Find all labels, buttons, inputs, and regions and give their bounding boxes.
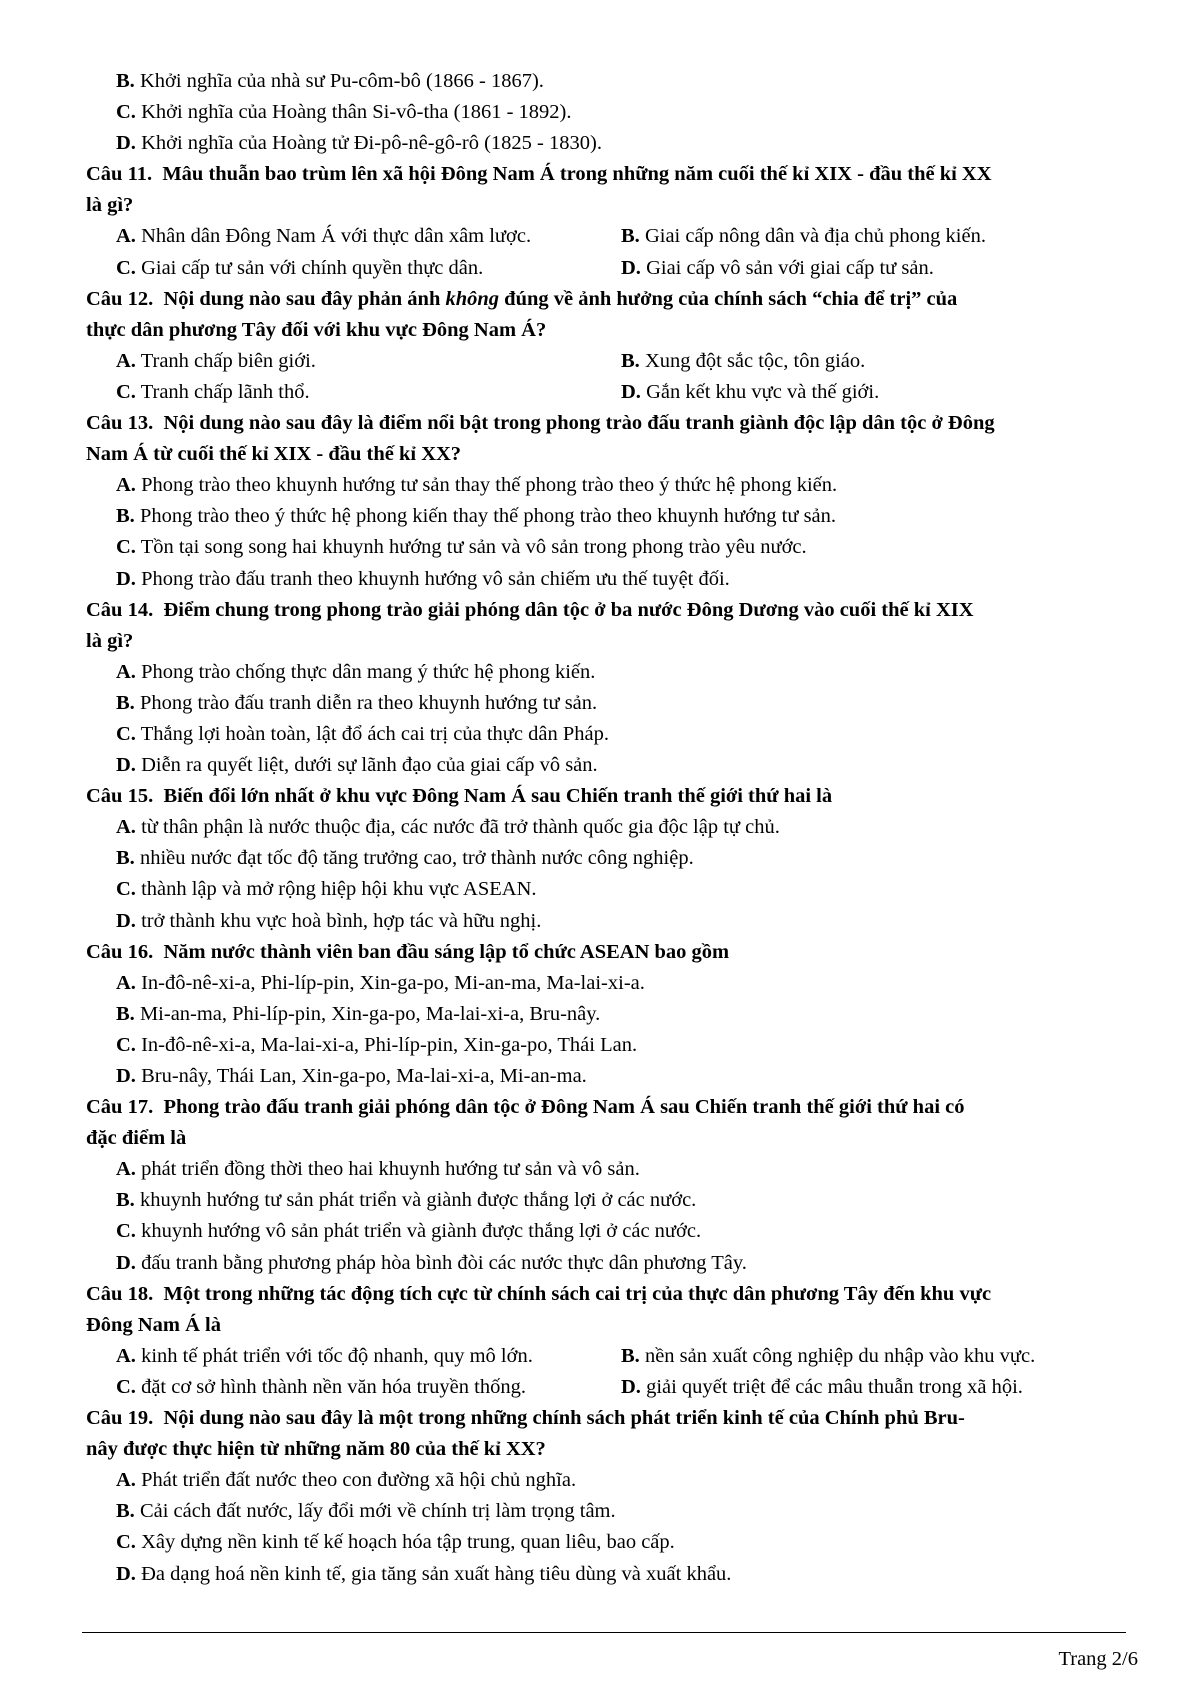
option-text: Xây dựng nền kinh tế kế hoạch hóa tập trung, quan liêu, bao cấp. xyxy=(141,1531,675,1554)
option-row xyxy=(86,1341,1126,1372)
answer-option xyxy=(86,812,1126,843)
answer-option xyxy=(86,657,1126,688)
option-text: nền sản xuất công nghiệp du nhập vào khu vực. xyxy=(644,1344,1036,1367)
question-number: Câu 16. xyxy=(86,940,154,963)
question-stem xyxy=(86,439,1126,470)
answer-option xyxy=(86,501,1126,532)
answer-option xyxy=(86,128,1126,159)
option-letter: C. xyxy=(116,722,136,745)
option-text: Phong trào đấu tranh diễn ra theo khuynh hướng tư sản. xyxy=(139,691,598,714)
option-text: Thắng lợi hoàn toàn, lật đổ ách cai trị của thực dân Pháp. xyxy=(140,722,609,745)
option-letter: A. xyxy=(116,349,136,372)
option-letter: C. xyxy=(116,536,136,559)
question-text: Phong trào đấu tranh giải phóng dân tộc ở Đông Nam Á sau Chiến tranh thế giới thứ hai có xyxy=(163,1096,965,1119)
question-block xyxy=(86,781,1126,936)
option-text: phát triển đồng thời theo hai khuynh hướng tư sản và vô sản. xyxy=(141,1158,640,1181)
answer-option xyxy=(621,346,1126,377)
option-text: Phong trào đấu tranh theo khuynh hướng vô sản chiếm ưu thế tuyệt đối. xyxy=(141,567,730,590)
answer-option xyxy=(621,377,1126,408)
question-block xyxy=(86,937,1126,1092)
option-text: Khởi nghĩa của nhà sư Pu-côm-bô (1866 - 1867). xyxy=(139,70,544,92)
question-stem xyxy=(86,1434,1126,1465)
answer-option xyxy=(86,253,621,284)
option-text: In-đô-nê-xi-a, Ma-lai-xi-a, Phi-líp-pin, Xin-ga-po, Thái Lan. xyxy=(141,1033,638,1056)
option-letter: A. xyxy=(116,1469,136,1492)
option-letter: C. xyxy=(116,101,136,124)
answer-option xyxy=(86,999,1126,1030)
question-number: Câu 13. xyxy=(86,412,154,435)
option-letter: B. xyxy=(621,1344,640,1367)
option-text: Tranh chấp lãnh thổ. xyxy=(140,380,310,403)
question-stem xyxy=(86,315,1126,346)
option-text: Bru-nây, Thái Lan, Xin-ga-po, Ma-lai-xi-a, Mi-an-ma. xyxy=(141,1065,587,1087)
question-block xyxy=(86,1279,1126,1403)
answer-option xyxy=(86,1030,1126,1061)
option-letter: C. xyxy=(116,878,136,901)
answer-option xyxy=(86,968,1126,999)
question-stem xyxy=(86,937,1126,968)
option-text: từ thân phận là nước thuộc địa, các nước đã trở thành quốc gia độc lập tự chủ. xyxy=(141,816,780,839)
question-block xyxy=(86,408,1126,595)
option-text: Tồn tại song song hai khuynh hướng tư sản và vô sản trong phong trào yêu nước. xyxy=(140,536,807,559)
question-stem xyxy=(86,595,1126,626)
question-text: Đông Nam Á là xyxy=(86,1313,221,1336)
option-letter: B. xyxy=(621,349,640,372)
option-letter: C. xyxy=(116,1220,136,1243)
option-row xyxy=(86,377,1126,408)
option-letter: C. xyxy=(116,1033,136,1056)
question-stem xyxy=(86,1092,1126,1123)
option-letter: A. xyxy=(116,660,136,683)
answer-option xyxy=(86,97,1126,128)
option-letter: B. xyxy=(116,691,135,714)
option-letter: B. xyxy=(116,1189,135,1212)
option-text: khuynh hướng vô sản phát triển và giành được thắng lợi ở các nước. xyxy=(141,1220,702,1243)
option-letter: B. xyxy=(116,847,135,870)
question-text: Năm nước thành viên ban đầu sáng lập tổ chức ASEAN bao gồm xyxy=(163,940,730,963)
option-row xyxy=(86,221,1126,252)
option-letter: C. xyxy=(116,1375,136,1398)
option-text: Giai cấp nông dân và địa chủ phong kiến. xyxy=(644,225,986,248)
question-text: là gì? xyxy=(86,629,134,652)
option-text: khuynh hướng tư sản phát triển và giành được thắng lợi ở các nước. xyxy=(139,1189,697,1212)
question-text: nây được thực hiện từ những năm 80 của thế kỉ XX? xyxy=(86,1438,546,1461)
option-letter: B. xyxy=(116,505,135,528)
answer-option xyxy=(86,1465,1126,1496)
question-number: Câu 11. xyxy=(86,163,153,186)
answer-option xyxy=(86,1248,1126,1279)
answer-option xyxy=(86,719,1126,750)
question-text: đặc điểm là xyxy=(86,1127,187,1150)
exam-content xyxy=(86,66,1126,1590)
answer-option xyxy=(86,906,1126,937)
question-text: là gì? xyxy=(86,194,134,217)
option-letter: C. xyxy=(116,1531,136,1554)
question-stem xyxy=(86,284,1126,315)
question-number: Câu 19. xyxy=(86,1407,154,1430)
answer-option xyxy=(86,1559,1126,1590)
option-text: In-đô-nê-xi-a, Phi-líp-pin, Xin-ga-po, Mi-an-ma, Ma-lai-xi-a. xyxy=(141,971,645,994)
question-block xyxy=(86,284,1126,408)
option-letter: B. xyxy=(116,1500,135,1523)
option-text: Gắn kết khu vực và thế giới. xyxy=(646,380,880,403)
option-letter: A. xyxy=(116,225,136,248)
question-number: Câu 17. xyxy=(86,1096,154,1119)
option-text: đặt cơ sở hình thành nền văn hóa truyền thống. xyxy=(141,1375,526,1398)
option-text: Phong trào chống thực dân mang ý thức hệ phong kiến. xyxy=(141,660,596,683)
option-letter: D. xyxy=(116,1562,136,1585)
option-text: Tranh chấp biên giới. xyxy=(140,349,316,372)
option-text: Phong trào theo khuynh hướng tư sản thay thế phong trào theo ý thức hệ phong kiến. xyxy=(141,474,838,497)
question-text: Nội dung nào sau đây là điểm nổi bật trong phong trào đấu tranh giành độc lập dân tộc ở Đông xyxy=(163,412,995,435)
answer-option xyxy=(86,1154,1126,1185)
option-text: trở thành khu vực hoà bình, hợp tác và hữu nghị. xyxy=(141,909,542,932)
option-text: nhiều nước đạt tốc độ tăng trưởng cao, trở thành nước công nghiệp. xyxy=(139,847,694,870)
option-row xyxy=(86,346,1126,377)
question-text: Mâu thuẫn bao trùm lên xã hội Đông Nam Á trong những năm cuối thế kỉ XIX - đầu thế kỉ XX xyxy=(162,163,992,186)
option-text: Phát triển đất nước theo con đường xã hội chủ nghĩa. xyxy=(141,1469,577,1492)
option-letter: D. xyxy=(621,380,641,403)
page-number: Trang 2/6 xyxy=(1058,1648,1138,1670)
option-text: Khởi nghĩa của Hoàng thân Si-vô-tha (1861 - 1892). xyxy=(141,101,572,124)
answer-option xyxy=(86,470,1126,501)
answer-option xyxy=(86,564,1126,595)
question-text: Nam Á từ cuối thế kỉ XIX - đầu thế kỉ XX? xyxy=(86,443,462,466)
question-number: Câu 12. xyxy=(86,287,154,310)
question-stem xyxy=(86,159,1126,190)
option-text: Giai cấp vô sản với giai cấp tư sản. xyxy=(646,256,934,279)
option-letter: D. xyxy=(116,567,136,590)
option-text: Nhân dân Đông Nam Á với thực dân xâm lược. xyxy=(141,225,532,248)
question-text: Nội dung nào sau đây là một trong những chính sách phát triển kinh tế của Chính phủ Bru- xyxy=(163,1407,965,1430)
question-stem xyxy=(86,1310,1126,1341)
answer-option xyxy=(86,221,621,252)
answer-option xyxy=(621,253,1126,284)
question-block xyxy=(86,159,1126,283)
option-letter: D. xyxy=(621,1375,641,1398)
option-letter: D. xyxy=(621,256,641,279)
answer-option xyxy=(621,221,1126,252)
question-text: Điểm chung trong phong trào giải phóng dân tộc ở ba nước Đông Dương vào cuối thế kỉ XIX xyxy=(163,598,974,621)
answer-option xyxy=(86,874,1126,905)
option-text: đấu tranh bằng phương pháp hòa bình đòi các nước thực dân phương Tây. xyxy=(141,1251,747,1274)
answer-option xyxy=(86,750,1126,781)
option-text: kinh tế phát triển với tốc độ nhanh, quy mô lớn. xyxy=(141,1344,533,1367)
option-text: thành lập và mở rộng hiệp hội khu vực ASEAN. xyxy=(141,878,537,901)
option-text: giải quyết triệt để các mâu thuẫn trong xã hội. xyxy=(646,1375,1023,1398)
question-stem xyxy=(86,190,1126,221)
answer-option xyxy=(86,532,1126,563)
question-stem xyxy=(86,408,1126,439)
option-text: Đa dạng hoá nền kinh tế, gia tăng sản xuất hàng tiêu dùng và xuất khẩu. xyxy=(141,1562,732,1585)
option-letter: C. xyxy=(116,256,136,279)
option-letter: D. xyxy=(116,1065,136,1087)
option-text: Cải cách đất nước, lấy đổi mới về chính trị làm trọng tâm. xyxy=(139,1500,616,1523)
answer-option xyxy=(86,843,1126,874)
question-text: thực dân phương Tây đối với khu vực Đông Nam Á? xyxy=(86,318,547,341)
question-block xyxy=(86,595,1126,782)
question-stem xyxy=(86,1123,1126,1154)
option-text: Xung đột sắc tộc, tôn giáo. xyxy=(644,349,866,372)
option-letter: D. xyxy=(116,909,136,932)
option-letter: B. xyxy=(116,70,135,92)
option-text: Mi-an-ma, Phi-líp-pin, Xin-ga-po, Ma-lai-xi-a, Bru-nây. xyxy=(139,1002,601,1025)
option-letter: A. xyxy=(116,474,136,497)
option-text: Phong trào theo ý thức hệ phong kiến thay thế phong trào theo khuynh hướng tư sản. xyxy=(139,505,837,528)
answer-option xyxy=(86,1496,1126,1527)
answer-option xyxy=(86,1372,621,1403)
option-letter: A. xyxy=(116,1158,136,1181)
option-letter: B. xyxy=(116,1002,135,1025)
answer-option xyxy=(86,377,621,408)
option-letter: D. xyxy=(116,1251,136,1274)
answer-option xyxy=(86,1185,1126,1216)
question-stem xyxy=(86,626,1126,657)
option-text: Khởi nghĩa của Hoàng tử Đi-pô-nê-gô-rô (1825 - 1830). xyxy=(141,132,602,155)
option-letter: A. xyxy=(116,1344,136,1367)
question-text: Biến đổi lớn nhất ở khu vực Đông Nam Á sau Chiến tranh thế giới thứ hai là xyxy=(163,785,833,808)
option-text: Giai cấp tư sản với chính quyền thực dân. xyxy=(141,256,484,279)
option-row xyxy=(86,253,1126,284)
answer-option xyxy=(86,1527,1126,1558)
question-text: Nội dung nào sau đây phản ánh không đúng về ảnh hưởng của chính sách “chia để trị” của xyxy=(163,287,958,310)
option-text: Diễn ra quyết liệt, dưới sự lãnh đạo của giai cấp vô sản. xyxy=(141,754,598,777)
answer-option xyxy=(86,346,621,377)
question-number: Câu 15. xyxy=(86,785,154,808)
question-block xyxy=(86,1092,1126,1279)
question-stem xyxy=(86,1279,1126,1310)
answer-option xyxy=(86,1216,1126,1247)
answer-option xyxy=(621,1372,1126,1403)
answer-option xyxy=(86,66,1126,97)
option-letter: D. xyxy=(116,754,136,777)
question-stem xyxy=(86,781,1126,812)
option-letter: A. xyxy=(116,971,136,994)
answer-option xyxy=(621,1341,1126,1372)
option-letter: D. xyxy=(116,132,136,155)
question-text: Một trong những tác động tích cực từ chính sách cai trị của thực dân phương Tây đến khu vực xyxy=(163,1282,992,1305)
answer-option xyxy=(86,1341,621,1372)
question-stem xyxy=(86,1403,1126,1434)
footer-divider xyxy=(82,1632,1126,1633)
answer-option xyxy=(86,688,1126,719)
option-row xyxy=(86,1372,1126,1403)
question-number: Câu 14. xyxy=(86,598,154,621)
answer-option xyxy=(86,1061,1126,1092)
option-letter: B. xyxy=(621,225,640,248)
option-letter: C. xyxy=(116,380,136,403)
option-letter: A. xyxy=(116,816,136,839)
question-number: Câu 18. xyxy=(86,1282,154,1305)
question-block xyxy=(86,1403,1126,1590)
